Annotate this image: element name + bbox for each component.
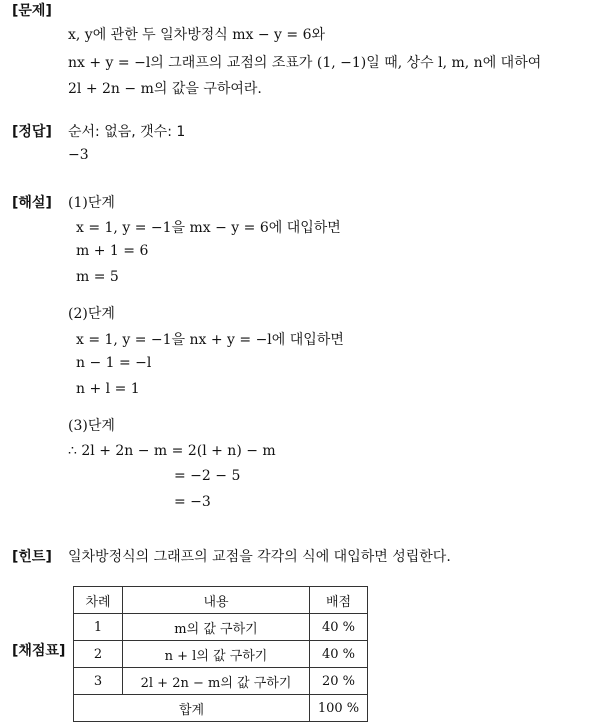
step-3-line-2: = −2 − 5	[174, 468, 241, 484]
cell-points: 20 %	[310, 668, 368, 695]
step-2-line-3: n + l = 1	[76, 381, 140, 397]
step-2-line-2: n − 1 = −l	[76, 355, 152, 371]
step-2-line-1: x = 1, y = −1을 nx + y = −l에 대입하면	[76, 332, 344, 348]
step-1-line-2: m + 1 = 6	[76, 243, 149, 259]
problem-line-1: x, y에 관한 두 일차방정식 mx − y = 6와	[68, 27, 325, 43]
header-content: 내용	[123, 587, 310, 614]
total-label: 합계	[74, 695, 310, 722]
total-value: 100 %	[310, 695, 368, 722]
answer-meta: 순서: 없음, 갯수: 1	[68, 124, 186, 140]
cell-content: 2l + 2n − m의 값 구하기	[123, 668, 310, 695]
table-header-row	[74, 587, 368, 614]
scoring-table	[73, 586, 368, 722]
cell-order: 1	[74, 614, 123, 641]
cell-order: 3	[74, 668, 123, 695]
header-points: 배점	[310, 587, 368, 614]
table-row	[74, 614, 368, 641]
cell-points: 40 %	[310, 641, 368, 668]
step-1-title: (1)단계	[68, 195, 115, 211]
table-total-row	[74, 695, 368, 722]
step-3-line-3: = −3	[174, 494, 211, 510]
cell-content: n + l의 값 구하기	[123, 641, 310, 668]
hint-text: 일차방정식의 그래프의 교점을 각각의 식에 대입하면 성립한다.	[68, 549, 451, 565]
hint-tag: [힌트]	[12, 549, 52, 565]
problem-tag: [문제]	[12, 3, 52, 19]
problem-line-3: 2l + 2n − m의 값을 구하여라.	[68, 81, 262, 97]
cell-content: m의 값 구하기	[123, 614, 310, 641]
problem-line-2: nx + y = −l의 그래프의 교점의 조표가 (1, −1)일 때, 상수 l, m, n에 대하여	[68, 55, 542, 71]
step-1-line-1: x = 1, y = −1을 mx − y = 6에 대입하면	[76, 220, 341, 236]
answer-tag: [정답]	[12, 124, 52, 140]
cell-points: 40 %	[310, 614, 368, 641]
step-3-line-1: ∴ 2l + 2n − m = 2(l + n) − m	[68, 443, 276, 459]
step-1-line-3: m = 5	[76, 269, 119, 285]
table-row	[74, 641, 368, 668]
solution-tag: [해설]	[12, 195, 52, 211]
answer-value: −3	[68, 147, 89, 163]
scoring-tag: [채점표]	[12, 643, 66, 659]
step-3-title: (3)단계	[68, 418, 115, 434]
cell-order: 2	[74, 641, 123, 668]
header-order: 차례	[74, 587, 123, 614]
step-2-title: (2)단계	[68, 306, 115, 322]
table-row	[74, 668, 368, 695]
